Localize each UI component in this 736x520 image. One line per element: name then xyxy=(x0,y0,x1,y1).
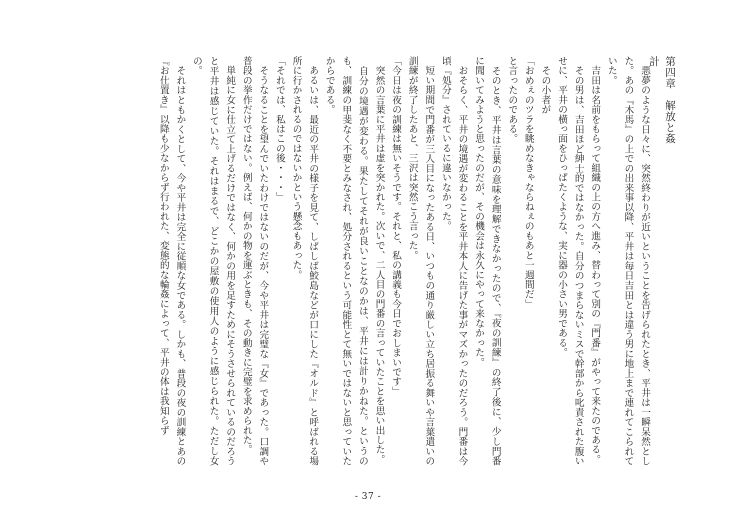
paragraph: おそらく、平井の境遇が変わることを平井本人に告げた事がマズかったのだろう。門番は今頃『処分』されているに違いなかった。 xyxy=(439,56,468,466)
paragraph: 「おめぇのツラを眺めなきゃならねぇのもあと一週間だ」 xyxy=(522,56,534,309)
paragraph: と言ったのである。 xyxy=(506,56,518,144)
page-number: - 37 - xyxy=(354,492,382,502)
paragraph: 「今日は夜の訓練は無いそうです。それと、私の講義も今日でおしまいです」 xyxy=(390,56,402,397)
paragraph: その小者が xyxy=(539,56,551,115)
paragraph: そうなることを望んでいたわけではないのだが、今や平井は完璧な『女』であった。口調や普段の挙作だけではない。例えば、何かの物を運ぶときも、その動きに完璧を求められた。 xyxy=(240,56,269,466)
paragraph: 短い期間で門番が三人目になったある日、いつもの通り厳しい立ち居振る舞いや言葉遣いの訓練が終了したあと、三沢は突然こう言った。 xyxy=(406,56,435,466)
paragraph: 吉田は名前をもらって組織の上の方へ進み、替わって別の『門番』がやって来たのである。 xyxy=(589,56,601,465)
body-text xyxy=(72,56,652,466)
paragraph: 自分の境遇が変わる。果たしてそれが良いことなのかは、平井には計りかねた。というのも、訓練の甲斐なく不要とみなされ、処分されるという可能性とて無いではないと思っていたからである。 xyxy=(323,56,368,466)
paragraph: 悪夢のような日々に、突然終わりが近いということを告げられたとき、平井は一瞬呆然とした。あの『木馬』の上での出来事以降、平井は毎日吉田とは違う男に地上まで連れてこられていた。 xyxy=(605,56,650,466)
paragraph: 「それでは、私はこの後・・・」 xyxy=(273,56,285,202)
paragraph: あるいは、最近の平井の様子を見て、しばしば鮫島などが口にした『オルド』と呼ばれる場所に行かされるのではないかという懸念もあった。 xyxy=(290,56,319,466)
paragraph: 単純に女に仕立て上げるだけではなく、何かの用を足すためにそうさせられているのだろうと平井は感じていた。それはまるで、どこかの屋敷の使用人のように感じられた。ただし女の。 xyxy=(190,56,236,466)
paragraph: それはともかくとして、今や平井は完全に従順な女である。しかも、普段の夜の訓練とあの『お仕置き』以降も少なからず行われた、変態的な輪姦によって、平井の体は我知らず xyxy=(157,56,186,466)
paragraph: そのとき、平井は言葉の意味を理解できなかったので、『夜の訓練』の終了後に、少し門番に聞いてみようと思ったのだが、その機会は永久にやって来なかった。 xyxy=(473,56,501,466)
paragraph: その男は、吉田ほど紳士的ではなかった。自分のつまらないミスで幹部から叱責された腹いせに、平井の横っ面をひっぱたくような、実に器の小さい男である。 xyxy=(556,56,584,466)
chapter-title: 第四章 解放と姦計 xyxy=(648,56,676,144)
paragraph: 突然の言葉に平井は虚を突かれた。次いで、二人目の門番の言っていたことを思い出した。 xyxy=(373,56,385,465)
